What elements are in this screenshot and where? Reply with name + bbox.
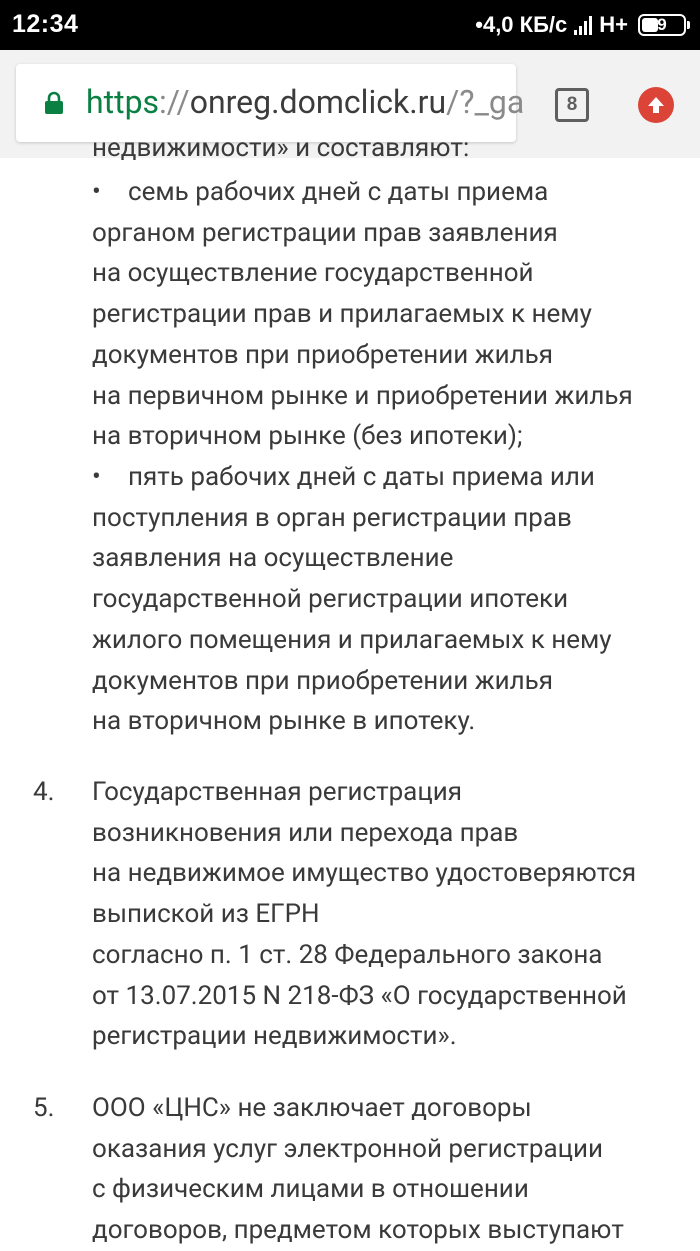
tab-count: 8 (566, 94, 578, 115)
page-content (0, 133, 700, 1246)
bullet-line: заявления на осуществление (92, 543, 454, 574)
bullet-line: документов при приобретении жилья (92, 339, 554, 370)
item-line: с физическим лицами в отношении (92, 1174, 529, 1205)
network-speed: •4,0 КБ/с (475, 12, 568, 37)
arrow-up-icon (646, 95, 666, 115)
item-text (92, 772, 682, 1057)
item-line: регистрации недвижимости». (92, 1021, 457, 1052)
bullet-line: государственной регистрации ипотеки (92, 584, 569, 615)
bullet-line: поступления в орган регистрации прав (92, 502, 572, 533)
status-time: 12:34 (12, 10, 79, 38)
status-bar (0, 0, 700, 50)
item-line: Государственная регистрация (92, 777, 463, 807)
item-line: согласно п. 1 ст. 28 Федерального закона (92, 939, 603, 970)
item-line: выпиской из ЕГРН (92, 899, 320, 930)
url-scheme: https (86, 83, 160, 121)
item-line: от 13.07.2015 N 218-ФЗ «О государственной (92, 980, 627, 1011)
bullet-line: жилого помещения и прилагаемых к нему (92, 624, 612, 655)
bullet-line: на осуществление государственной (92, 258, 534, 289)
battery-icon (638, 14, 686, 36)
lock-icon (44, 91, 64, 115)
bullet-line: на вторичном рынке (без ипотеки); (92, 421, 523, 452)
item-line: договоров, предметом которых выступают (92, 1215, 624, 1246)
tab-switcher-button[interactable] (555, 88, 589, 122)
item-number: 5. (33, 1093, 55, 1123)
url-separator: :// (159, 83, 190, 121)
bullet-marker: • (92, 462, 101, 492)
bullet-line: пять рабочих дней с даты приема или (128, 462, 595, 492)
bullet-line: документов при приобретении жилья (92, 665, 554, 696)
item-line: возникновения или перехода прав (92, 817, 519, 848)
url-host: onreg.domclick.ru (189, 83, 447, 121)
bullet-line: на первичном рынке и приобретении жилья (92, 380, 633, 411)
status-indicators (475, 12, 686, 38)
signal-icon (573, 14, 593, 36)
battery-level: 9 (657, 15, 667, 34)
item-line: оказания услуг электронной регистрации (92, 1133, 604, 1164)
update-button[interactable] (638, 87, 674, 123)
bullet-line: на вторичном рынке в ипотеку. (92, 706, 476, 737)
item-text (92, 1088, 682, 1251)
bullet-marker: • (92, 177, 101, 207)
bullet-line: семь рабочих дней с даты приема (128, 177, 549, 207)
item-number: 4. (33, 777, 55, 807)
item-line: на недвижимое имущество удостоверяются (92, 858, 637, 889)
item-line: ООО «ЦНС» не заключает договоры (92, 1093, 532, 1123)
bullet-line: регистрации прав и прилагаемых к нему (92, 299, 592, 330)
url-text[interactable] (86, 83, 525, 121)
bullet-line: органом регистрации прав заявления (92, 217, 558, 248)
bullet-item (92, 172, 672, 457)
battery-fill (642, 18, 658, 32)
cut-off-line: недвижимости» и составляют: (92, 133, 470, 163)
url-path: /?_ga (446, 83, 525, 121)
bullet-item (92, 457, 672, 742)
network-type: H+ (599, 12, 628, 37)
